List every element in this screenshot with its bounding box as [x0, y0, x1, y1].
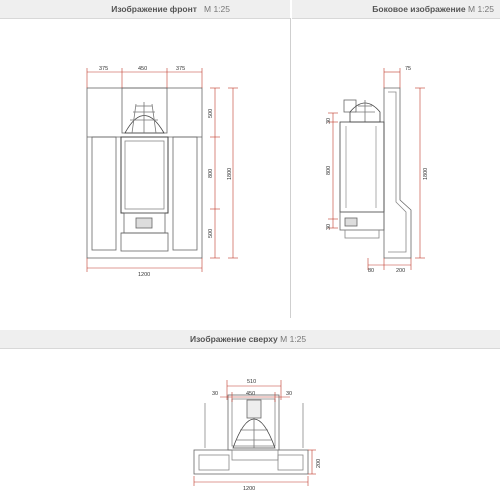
- side-dim-h1: 30: [326, 117, 332, 124]
- front-dome: [125, 116, 164, 134]
- side-view: [340, 88, 411, 258]
- front-outer-frame: [87, 88, 202, 258]
- side-dimensions: [328, 68, 425, 270]
- front-dim-right: 375: [176, 66, 186, 72]
- side-view-title: Боковое изображение: [372, 4, 466, 14]
- front-view-scale: M 1:25: [204, 4, 230, 14]
- top-left-niche: [199, 455, 229, 470]
- side-dim-bottom-2: 200: [396, 268, 406, 274]
- side-flue: [344, 100, 356, 112]
- top-dim-outer: 510: [247, 379, 257, 385]
- front-dim-total-width: 1200: [138, 272, 151, 278]
- front-dim-h1: 500: [208, 108, 214, 118]
- front-dim-h2: 800: [208, 168, 214, 178]
- top-dim-left: 30: [212, 391, 219, 397]
- top-view: [194, 395, 308, 474]
- top-dim-right: 30: [286, 391, 293, 397]
- front-firebox: [121, 137, 168, 213]
- front-dim-center: 450: [138, 66, 148, 72]
- front-right-panel: [173, 137, 197, 250]
- front-dim-h3: 500: [208, 228, 214, 238]
- side-dim-h3: 30: [326, 223, 332, 230]
- top-dim-depth: 200: [316, 458, 322, 468]
- front-view: [87, 88, 202, 258]
- front-base-opening: [121, 233, 168, 251]
- side-view-scale: M 1:25: [468, 4, 494, 14]
- front-view-title: Изображение фронт: [111, 4, 197, 14]
- top-dim-total-width: 1200: [243, 486, 256, 492]
- front-left-panel: [92, 137, 116, 250]
- side-back-wall: [384, 88, 411, 258]
- front-dimensions: [87, 68, 238, 272]
- top-view-title: Изображение сверху: [190, 334, 278, 344]
- front-dim-total-height: 1800: [227, 167, 233, 180]
- side-dim-h2: 800: [326, 165, 332, 175]
- front-firebox-glass: [125, 141, 164, 209]
- front-dim-left: 375: [99, 66, 109, 72]
- side-firebox: [340, 122, 384, 212]
- top-dim-center: 450: [246, 391, 256, 397]
- side-dim-total-height: 1800: [423, 167, 429, 180]
- side-dim-bottom-1: 80: [368, 268, 375, 274]
- top-right-niche: [278, 455, 303, 470]
- top-view-scale: M 1:25: [280, 334, 307, 344]
- side-dim-top: 75: [405, 66, 412, 72]
